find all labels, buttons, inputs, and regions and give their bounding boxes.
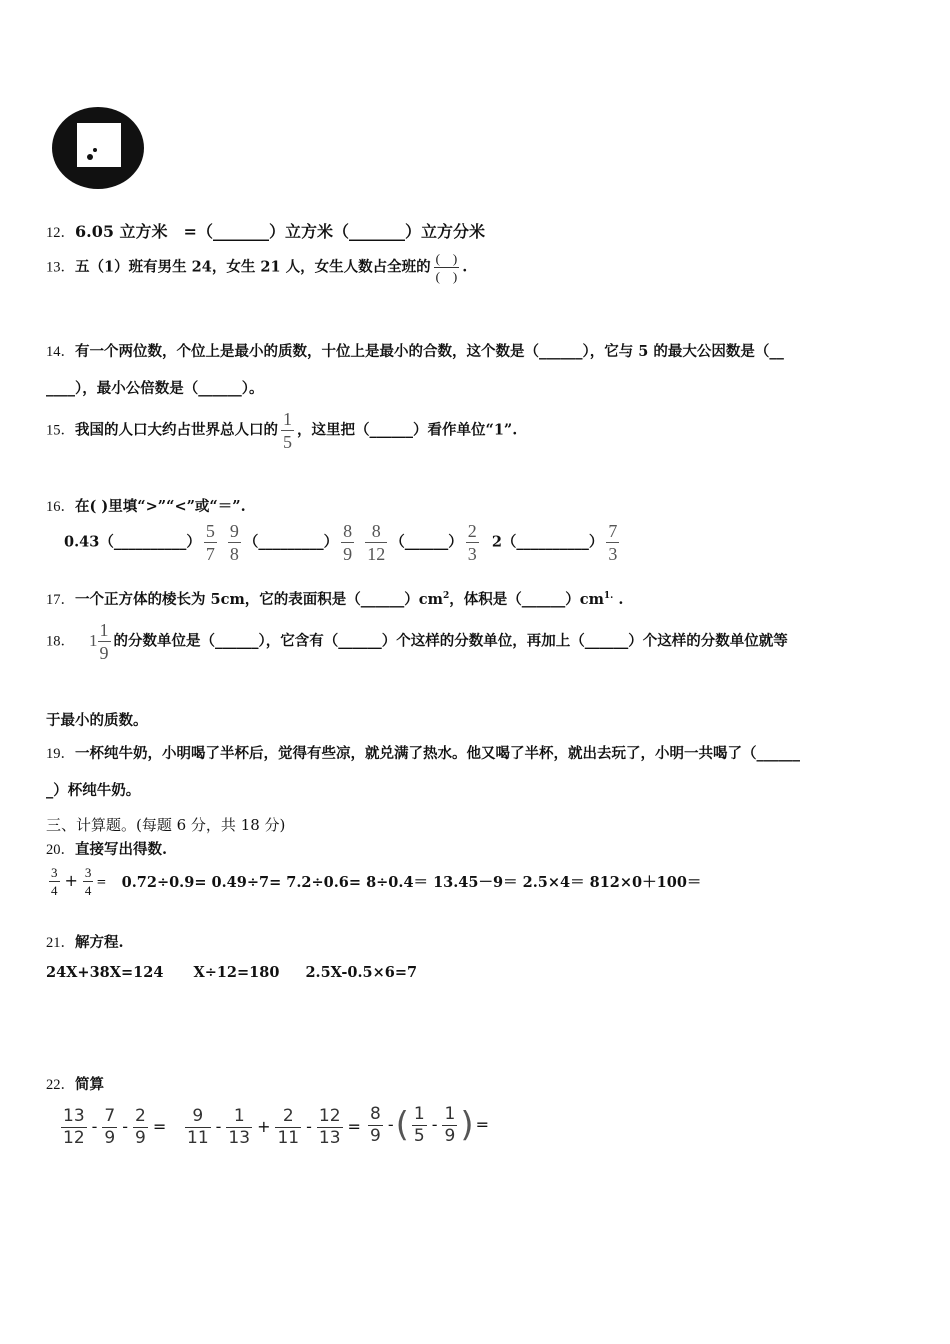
fraction: $\frac{9}{11}$ (187, 1106, 209, 1148)
question-16: 16．在( )里填“>”“<”或“＝”. (46, 498, 246, 515)
figure-circle-square (48, 105, 148, 191)
operator: = (152, 1117, 167, 1136)
question-20: 20．直接写出得数. (46, 841, 168, 858)
operator: - (306, 1117, 312, 1136)
fraction: $\frac{8}{9}$ (370, 1103, 381, 1146)
q12-text: 6.05 立方米 =（_______）立方米（_______）立方分米 (75, 222, 485, 241)
question-21: 21．解方程. (46, 934, 124, 951)
fraction: $\frac{1}{9}$ (444, 1103, 456, 1146)
parenthesis: ) (460, 1105, 474, 1145)
q20-expressions: $\frac{3}{4}$ + $\frac{3}{4}$ = 0.72÷0.9= 0.49÷7= 7.2÷0.6= 8÷0.4＝ 13.45－9＝ 2.5×4＝ 812×0＋100＝ (51, 865, 702, 898)
question-17: 17．一个正方体的棱长为 5cm，它的表面积是$(\_\_\_\_\_\_)cm^2$，体积是$(\_\_\_\_\_\_)cm^{1.}$ . (46, 591, 624, 608)
question-18-line2: 于最小的质数。 (46, 712, 148, 729)
question-12: 12．6.05 立方米 =（_______）立方米（_______）立方分米 (46, 222, 485, 241)
fraction: $\frac{7}{9}$ (104, 1106, 116, 1148)
operator: - (91, 1117, 98, 1136)
operator: + (257, 1117, 271, 1136)
question-19-line2: _）杯纯牛奶。 (46, 782, 141, 799)
q16-comparisons: 0.43（__________） $\frac{5}{7}$ $\frac{9}{8}$ （_________） $\frac{8}{9}$ $\frac{8}{12}$ （______） $\frac{2}{3}$ 2（__________） $\frac{7}{3}$ (64, 521, 618, 564)
section-3-heading: 三、计算题。(每题 6 分，共 18 分) (46, 816, 286, 834)
question-14-line2: ____），最小公倍数是（______）。 (46, 380, 264, 397)
fraction: $\frac{2}{9}$ (135, 1106, 146, 1148)
operator: = (475, 1114, 489, 1134)
question-22: 22．简算 (46, 1076, 104, 1093)
operator: - (387, 1114, 394, 1134)
q13-blank-fraction: $\frac{( )}{( )}$ (435, 251, 458, 284)
q15-fraction: $\frac{1}{5}$ (283, 409, 292, 452)
question-13: 13．五（1）班有男生 24，女生 21 人，女生人数占全班的 $\frac{( )}{( )}$ . (46, 251, 468, 284)
question-19: 19．一杯纯牛奶，小明喝了半杯后，觉得有些凉，就兑满了热水。他又喝了半杯，就出去玩了，小明一共喝了（______ (46, 745, 800, 762)
operator: - (431, 1114, 438, 1134)
fraction: $\frac{1}{5}$ (413, 1103, 425, 1146)
q22-expression-2 (182, 1108, 363, 1147)
fraction: $\frac{12}{13}$ (318, 1106, 341, 1148)
question-18: 18． 1 $\frac{1}{9}$ 的分数单位是（______），它含有（______）个这样的分数单位，再加上（______）个这样的分数单位就等 (46, 620, 788, 663)
question-15: 15．我国的人口大约占世界总人口的 $\frac{1}{5}$ ，这里把（______）看作单位“1”. (46, 409, 518, 452)
q21-equations: 24X+38X=124 X÷12=180 2.5X-0.5×6=7 (46, 964, 418, 981)
parenthesis: ( (395, 1105, 409, 1145)
fraction: $\frac{2}{11}$ (277, 1106, 300, 1148)
operator: - (215, 1117, 222, 1136)
operator: = (347, 1117, 361, 1136)
q22-expression-1 (58, 1108, 168, 1147)
q22-expression-3 (365, 1105, 491, 1145)
operator: - (122, 1117, 129, 1136)
fraction: $\frac{13}{12}$ (63, 1106, 85, 1148)
question-14: 14．有一个两位数，个位上是最小的质数，十位上是最小的合数，这个数是（______），它与 5 的最大公因数是（__ (46, 343, 784, 360)
fraction: $\frac{1}{13}$ (228, 1106, 251, 1148)
